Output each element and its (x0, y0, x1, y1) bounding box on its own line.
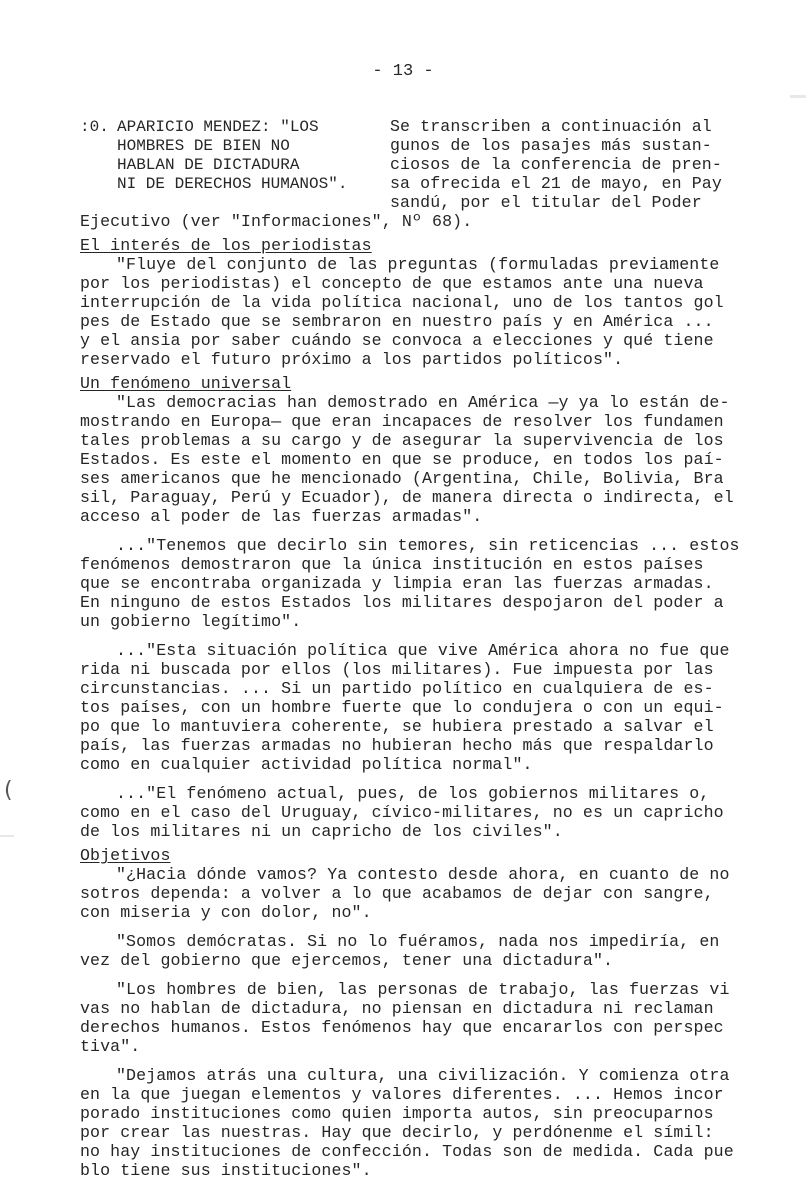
page-number: - 13 - (372, 62, 434, 81)
text-line: po que lo mantuviera coherente, se hubiera prestado a salvar el (80, 717, 714, 736)
intro-line: sa ofrecida el 21 de mayo, en Pay (390, 174, 722, 193)
text-line: como en el caso del Uruguay, cívico-militares, no es un capricho (80, 803, 724, 822)
text-line: vas no hablan de dictadura, no piensan en dictadura ni reclaman (80, 999, 714, 1018)
text-line: como en cualquier actividad política normal". (80, 755, 533, 774)
heading-title-line: NI DE DERECHOS HUMANOS". (117, 175, 348, 193)
scan-edge-mark (0, 835, 14, 837)
text-line: tiva". (80, 1037, 141, 1056)
text-line: con miseria y con dolor, no". (80, 903, 372, 922)
text-line: "Dejamos atrás una cultura, una civilización. Y comienza otra (116, 1066, 730, 1085)
text-line: pes de Estado que se sembraron en nuestro país y en América ... (80, 312, 714, 331)
text-line: acceso al poder de las fuerzas armadas". (80, 507, 483, 526)
text-line: "Somos demócratas. Si no lo fuéramos, nada nos impediría, en (116, 932, 720, 951)
text-line: blo tiene sus instituciones". (80, 1161, 372, 1180)
text-line: mostrando en Europa— que eran incapaces de resolver los fundamen (80, 412, 724, 431)
text-line: sil, Paraguay, Perú y Ecuador), de manera directa o indirecta, el (80, 488, 734, 507)
text-line: país, las fuerzas armadas no hubieran hecho más que respaldarlo (80, 736, 714, 755)
text-line: reservado el futuro próximo a los partidos políticos". (80, 350, 624, 369)
text-line: "¿Hacia dónde vamos? Ya contesto desde ahora, en cuanto de no (116, 865, 730, 884)
text-line: interrupción de la vida política nacional, uno de los tantos gol (80, 293, 724, 312)
text-line: de los militares ni un capricho de los civiles". (80, 822, 563, 841)
text-line: derechos humanos. Estos fenómenos hay que encararlos con perspec (80, 1018, 724, 1037)
text-line: y el ansia por saber cuándo se convoca a elecciones y qué tiene (80, 331, 714, 350)
heading-title-line: HOMBRES DE BIEN NO (117, 137, 290, 155)
section-title: Un fenómeno universal (80, 374, 292, 393)
intro-line: Se transcriben a continuación al (390, 117, 712, 136)
intro-line: sandú, por el titular del Poder (390, 193, 702, 212)
intro-line: ciosos de la conferencia de pren- (390, 155, 722, 174)
text-line: Estados. Es este el momento en que se produce, en todos los paí- (80, 450, 724, 469)
section-title: El interés de los periodistas (80, 236, 372, 255)
text-line: en la que juegan elementos y valores diferentes. ... Hemos incor (80, 1085, 724, 1104)
text-line: tos países, con un hombre fuerte que lo condujera o con un equi- (80, 698, 724, 717)
text-line: ..."Tenemos que decirlo sin temores, sin reticencias ... estos (116, 536, 740, 555)
text-line: un gobierno legítimo". (80, 612, 302, 631)
margin-bracket-mark: ( (4, 778, 13, 803)
text-line: "Las democracias han demostrado en América —y ya lo están de- (116, 393, 730, 412)
heading-title-line: APARICIO MENDEZ: "LOS (117, 118, 319, 136)
text-line: "Los hombres de bien, las personas de trabajo, las fuerzas vi (116, 980, 730, 999)
heading-title-line: HABLAN DE DICTADURA (117, 156, 300, 174)
text-line: vez del gobierno que ejercemos, tener una dictadura". (80, 951, 614, 970)
text-line: sotros dependa: a volver a lo que acabamos de dejar con sangre, (80, 884, 714, 903)
text-line: ses americanos que he mencionado (Argentina, Chile, Bolivia, Bra (80, 469, 724, 488)
text-line: ..."Esta situación política que vive América ahora no fue que (116, 641, 730, 660)
text-line: circunstancias. ... Si un partido político en cualquiera de es- (80, 679, 714, 698)
text-line: ..."El fenómeno actual, pues, de los gobiernos militares o, (116, 784, 710, 803)
text-line: no hay instituciones de confección. Todas son de medida. Cada pue (80, 1142, 734, 1161)
text-line: fenómenos demostraron que la única institución en estos países (80, 555, 704, 574)
text-line: por crear las nuestras. Hay que decirlo, y perdónenme el símil: (80, 1123, 714, 1142)
scan-edge-mark (790, 95, 806, 98)
text-line: por los periodistas) el concepto de que estamos ante una nueva (80, 274, 704, 293)
section-title: Objetivos (80, 846, 171, 865)
text-line: En ninguno de estos Estados los militares despojaron del poder a (80, 593, 724, 612)
text-line: porado instituciones como quien importa autos, sin preocuparnos (80, 1104, 714, 1123)
text-line: rida ni buscada por ellos (los militares). Fue impuesta por las (80, 660, 714, 679)
heading-number: :0. (80, 118, 109, 136)
text-line: que se encontraba organizada y limpia eran las fuerzas armadas. (80, 574, 714, 593)
intro-line: Ejecutivo (ver "Informaciones", Nº 68). (80, 212, 473, 231)
text-line: tales problemas a su cargo y de asegurar la supervivencia de los (80, 431, 724, 450)
intro-line: gunos de los pasajes más sustan- (390, 136, 712, 155)
text-line: "Fluye del conjunto de las preguntas (formuladas previamente (116, 255, 720, 274)
